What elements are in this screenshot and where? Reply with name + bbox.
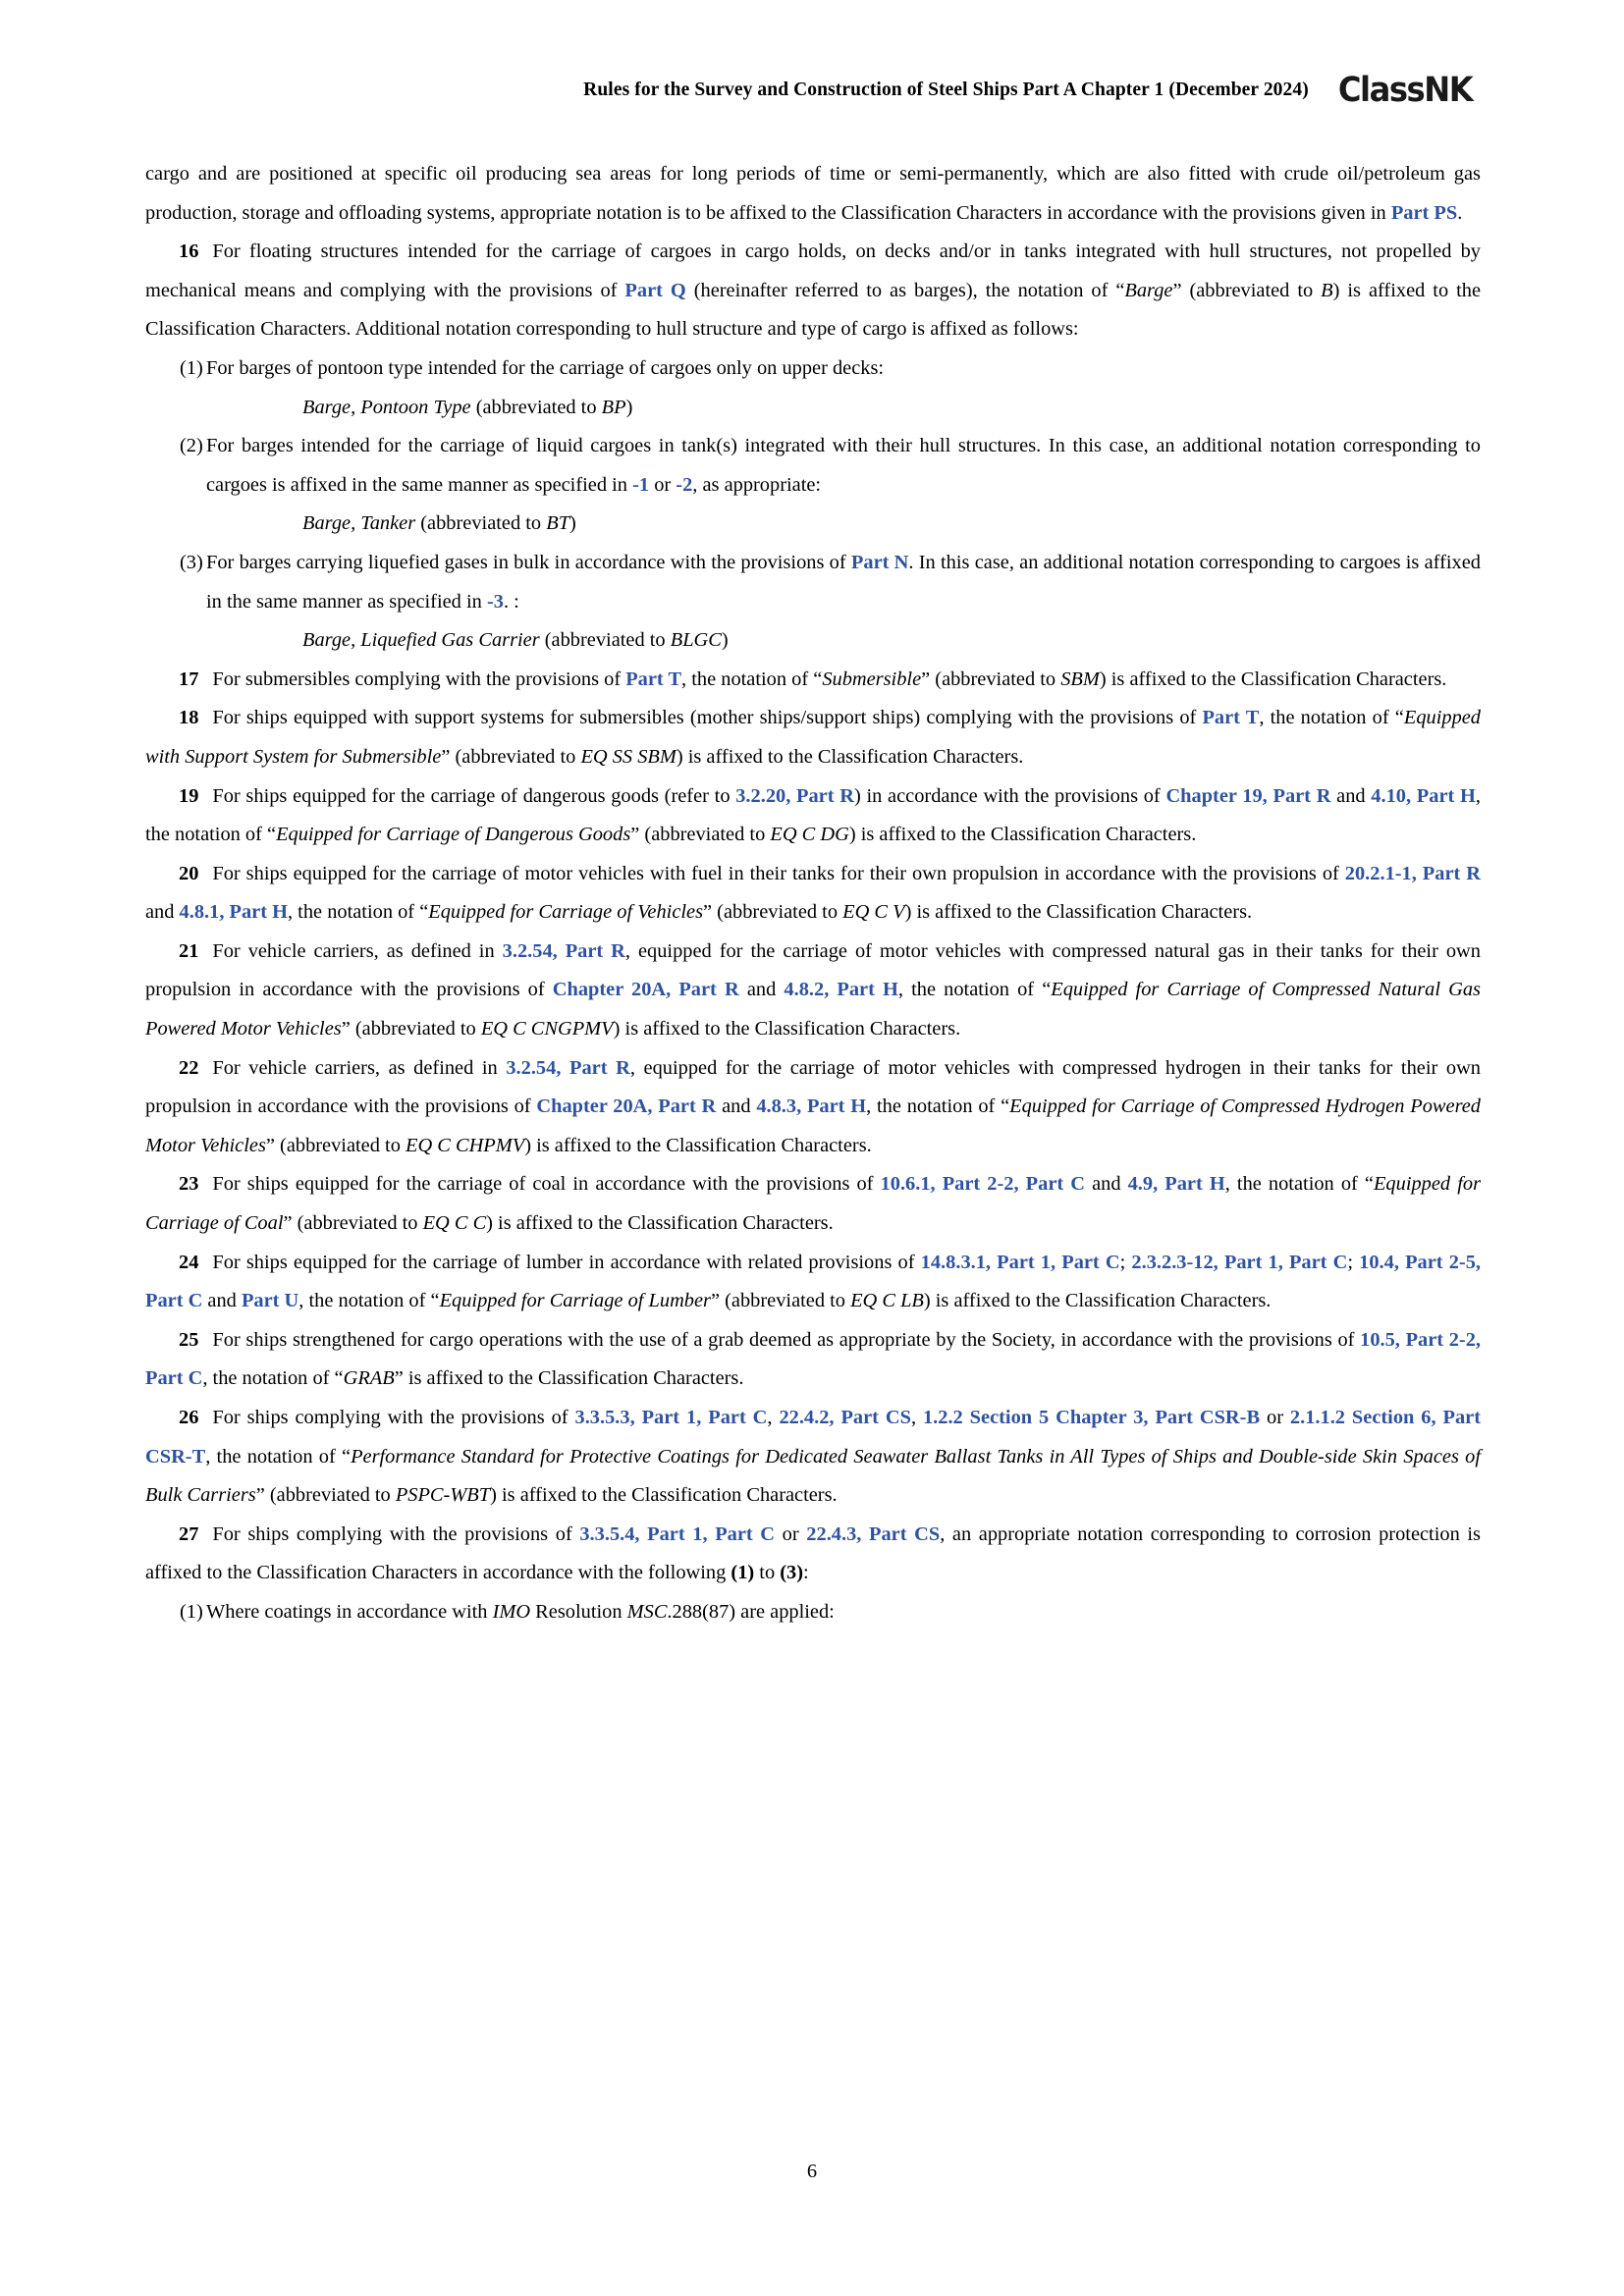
link-10-5-part-2-2-part-c[interactable]: 10.5, Part 2-2, Part C [145,1328,1482,1390]
link-3-2-20-part-r[interactable]: 3.2.20, Part R [735,784,854,807]
link-chapter-20a-part-r[interactable]: Chapter 20A, Part R [536,1095,717,1118]
paragraph-intro [145,155,1481,233]
abbreviation: SBM [1060,667,1100,690]
paragraph-number: 19 [179,784,199,807]
link-22-4-2-part-cs[interactable]: 22.4.2, Part CS [779,1407,911,1428]
page-footer [0,2161,1624,2183]
notation-line-blgc [145,621,1481,661]
link-3-3-5-3-part-1-part-c[interactable]: 3.3.5.3, Part 1, Part C [574,1407,768,1428]
link-2-3-2-3-12-part-1-part-c[interactable]: 2.3.2.3-12, Part 1, Part C [1131,1251,1348,1273]
text: : [803,1562,809,1584]
paragraph-22 [145,1049,1481,1166]
link-4-10-part-h[interactable]: 4.10, Part H [1371,784,1476,807]
paragraph-24 [145,1244,1481,1321]
list-marker: (3) [180,551,203,573]
text: . [1457,201,1463,224]
notation-line-bt [145,505,1481,544]
text: , equipped for the carriage of motor vehicles with compressed natural gas in their tanks for their own propulsion in accordance with the provisions of [145,939,1481,1001]
link-part-u[interactable]: Part U [241,1290,299,1312]
text: (hereinafter referred to as barges), the notation of “ [685,279,1125,301]
paragraph-number: 17 [179,667,199,690]
text: For barges carrying liquefied gases in bulk in accordance with the provisions of [206,551,851,573]
text: Where coatings in accordance with [206,1600,493,1623]
text: (abbreviated to [415,512,547,535]
text: For ships complying with the provisions of [212,1522,580,1545]
text: ) is affixed to the Classification Characters. [486,1212,834,1235]
text: or [649,473,677,496]
text: , the notation of “ [145,784,1481,846]
text: ” (abbreviated to [283,1212,423,1235]
paragraph-25 [145,1321,1481,1399]
paragraph-number: 24 [179,1251,199,1273]
text: ) is affixed to the Classification Characters. Additional notation corresponding to hull structure and type of cargo is affixed as follows: [145,279,1482,341]
text: ) is affixed to the Classification Characters. [490,1484,838,1507]
notation-term: Equipped for Carriage of Compressed Hydrogen Powered Motor Vehicles [145,1095,1481,1156]
list-item [145,349,1481,389]
link-4-8-3-part-h[interactable]: 4.8.3, Part H [756,1095,867,1118]
text: , the notation of “ [681,667,823,690]
text: For ships equipped for the carriage of motor vehicles with fuel in their tanks for their own propulsion in accordance with the provisions of [212,862,1345,884]
text: For ships complying with the provisions of [212,1407,575,1428]
list-item-text [206,544,1481,621]
list-item [145,427,1481,505]
paragraph-17 [145,661,1481,700]
text: or [1260,1407,1290,1428]
notation-term: Equipped for Carriage of Compressed Natural Gas Powered Motor Vehicles [145,979,1481,1041]
text: , the notation of “ [202,1367,344,1390]
notation-line-bp [145,389,1481,428]
text: ; [1347,1251,1360,1273]
text: , the notation of “ [866,1095,1010,1118]
text: ” (abbreviated to [1172,279,1322,301]
notation-term: Barge, Pontoon Type [302,396,471,418]
text: . In this case, an additional notation corresponding to cargoes is affixed in the same manner as specified in [206,551,1482,613]
notation-term: Performance Standard for Protective Coatings for Dedicated Seawater Ballast Tanks in All Types of Ships and Double-side Skin Spaces of Bulk Carriers [145,1445,1482,1507]
classnk-logo: ClassNK [1337,70,1472,110]
link-1-2-2-section-5-chapter-3-part-csr-b[interactable]: 1.2.2 Section 5 Chapter 3, Part CSR-B [922,1407,1261,1428]
text: , the notation of “ [298,1290,440,1312]
abbreviation: EQ C V [842,901,905,924]
text: For vehicle carriers, as defined in [212,939,503,962]
abbreviation: BT [546,512,570,535]
text: ) is affixed to the Classification Characters. [923,1290,1272,1312]
text: For submersibles complying with the provisions of [212,667,626,690]
paragraph-number: 25 [179,1328,199,1351]
paragraph-number: 16 [179,240,199,263]
list-item [145,1593,1481,1632]
text: (abbreviated to [539,629,671,652]
abbreviation: EQ C CNGPMV [480,1018,614,1041]
text: , equipped for the carriage of motor vehicles with compressed hydrogen in their tanks for their own propulsion in accordance with the provisions of [145,1056,1481,1118]
text: ) is affixed to the Classification Characters. [904,901,1253,924]
abbreviation: PSPC-WBT [395,1484,491,1507]
link-3-3-5-4-part-1-part-c[interactable]: 3.3.5.4, Part 1, Part C [579,1522,776,1545]
paragraph-number: 22 [179,1056,199,1079]
text: ; [1119,1251,1132,1273]
text: For floating structures intended for the carriage of cargoes in cargo holds, on decks and/or in tanks integrated with hull structures, not propelled by mechanical means and complying with the provisions of [145,240,1481,301]
page-header [152,71,1472,110]
text: , the notation of “ [287,901,429,924]
notation-term: Equipped with Support System for Submersible [145,707,1482,768]
text: to [754,1562,781,1584]
paragraph-27 [145,1516,1481,1593]
link-part-ps[interactable]: Part PS [1390,201,1458,224]
text: and [145,901,180,924]
list-marker: (2) [180,435,203,457]
text: For ships equipped with support systems for submersibles (mother ships/support ships) complying with the provisions of [212,707,1203,729]
text: and [1330,784,1372,807]
text: ” (abbreviated to [630,824,771,846]
text: ) in accordance with the provisions of [853,784,1166,807]
abbreviation: BLGC [670,629,722,652]
text: Resolution [530,1600,627,1623]
text: . : [503,590,519,613]
link-4-8-1-part-h[interactable]: 4.8.1, Part H [179,901,288,924]
abbreviation: EQ C CHPMV [406,1134,525,1156]
text: ” (abbreviated to [710,1290,851,1312]
text: , [910,1407,923,1428]
text: and [738,979,785,1001]
text: ) is affixed to the Classification Characters. [613,1018,961,1041]
link-part-t[interactable]: Part T [625,667,682,690]
text: For ships equipped for the carriage of lumber in accordance with related provisions of [212,1251,921,1273]
text: For ships equipped for the carriage of coal in accordance with the provisions of [212,1173,881,1196]
text: ” (abbreviated to [441,745,581,768]
notation-term: Barge [1124,279,1173,301]
text: ” (abbreviated to [703,901,843,924]
ref-1: (1) [731,1562,755,1584]
text: and [202,1290,242,1312]
link-10-4-part-2-5-part-c[interactable]: 10.4, Part 2-5, Part C [145,1251,1481,1312]
text: ” (abbreviated to [341,1018,481,1041]
page-number: 6 [806,2161,818,2182]
link-22-4-3-part-cs[interactable]: 22.4.3, Part CS [806,1522,941,1545]
abbreviation: EQ C C [422,1212,487,1235]
paragraph-23 [145,1165,1481,1243]
paragraph-19 [145,777,1481,855]
msc-label: MSC [626,1600,668,1623]
text: .288(87) are applied: [667,1600,835,1623]
list-item-text [206,1593,1481,1632]
text: , the notation of “ [205,1445,352,1468]
paragraph-number: 27 [179,1522,199,1545]
abbreviation: EQ SS SBM [580,745,677,768]
abbreviation: EQ C LB [850,1290,924,1312]
text: For barges intended for the carriage of liquid cargoes in tank(s) integrated with their hull structures. In this case, an additional notation corresponding to cargoes is affixed in the same manner as specified in [206,435,1481,496]
document-body [145,155,1481,1632]
list-marker: (1) [180,356,203,379]
link-ref-1[interactable]: -1 [632,473,650,496]
text: For barges of pontoon type intended for the carriage of cargoes only on upper decks: [206,356,885,379]
notation-term: Barge, Liquefied Gas Carrier [302,629,540,652]
paragraph-number: 18 [179,707,199,729]
paragraph-18 [145,699,1481,776]
ref-3: (3) [780,1562,804,1584]
link-ref-2[interactable]: -2 [676,473,693,496]
text: For ships strengthened for cargo operations with the use of a grab deemed as appropriate by the Society, in accordance with the provisions of [212,1328,1361,1351]
imo-label: IMO [492,1600,531,1623]
abbreviation: BP [601,396,626,418]
link-part-q[interactable]: Part Q [624,279,686,301]
list-item-text [206,349,1481,389]
paragraph-16 [145,233,1481,349]
text: , as appropriate: [692,473,822,496]
paragraph-number: 26 [179,1407,199,1428]
link-part-t[interactable]: Part T [1202,707,1260,729]
text: and [1084,1173,1128,1196]
paragraph-number: 23 [179,1173,199,1196]
text: , an appropriate notation corresponding to corrosion protection is affixed to the Classification Characters in accordance with the following [145,1522,1481,1584]
link-20-2-1-1-part-r[interactable]: 20.2.1-1, Part R [1344,862,1481,884]
text: ” (abbreviated to [921,667,1061,690]
text: , the notation of “ [1259,707,1404,729]
abbreviation: EQ C DG [770,824,849,846]
list-marker: (1) [180,1600,203,1623]
text: ” (abbreviated to [255,1484,396,1507]
link-chapter-20a-part-r[interactable]: Chapter 20A, Part R [552,979,739,1001]
link-14-8-3-1-part-1-part-c[interactable]: 14.8.3.1, Part 1, Part C [920,1251,1120,1273]
text: and [716,1095,757,1118]
notation-term: GRAB [343,1367,395,1390]
notation-term: Barge, Tanker [302,512,416,535]
paragraph-26 [145,1399,1481,1516]
text: , the notation of “ [1224,1173,1374,1196]
text: For ships equipped for the carriage of dangerous goods (refer to [212,784,736,807]
link-3-2-54-part-r[interactable]: 3.2.54, Part R [506,1056,630,1079]
notation-term: Equipped for Carriage of Coal [145,1173,1482,1235]
text: ) is affixed to the Classification Characters. [676,745,1024,768]
link-10-6-1-part-2-2-part-c[interactable]: 10.6.1, Part 2-2, Part C [880,1173,1085,1196]
notation-term: Submersible [822,667,922,690]
notation-term: Equipped for Carriage of Dangerous Goods [276,824,631,846]
text: , [767,1407,780,1428]
text: cargo and are positioned at specific oil producing sea areas for long periods of time or semi-permanently, which are also fitted with crude oil/petroleum gas production, storage and offloading systems, appropriate notation is to be affixed to the Classification Characters in accordance with the provisions given in [145,163,1481,224]
list-item-text [206,427,1481,505]
paragraph-number: 21 [179,939,199,962]
text: or [775,1522,807,1545]
link-ref-3[interactable]: -3 [486,590,504,613]
text: ) is affixed to the Classification Characters. [1099,667,1447,690]
paragraph-20 [145,855,1481,933]
notation-term: Equipped for Carriage of Lumber [439,1290,711,1312]
text: ) [721,629,729,652]
text: ) is affixed to the Classification Characters. [848,824,1197,846]
notation-term: Equipped for Carriage of Vehicles [428,901,704,924]
text: ) is affixed to the Classification Characters. [524,1134,872,1156]
link-4-9-part-h[interactable]: 4.9, Part H [1127,1173,1225,1196]
text: For vehicle carriers, as defined in [212,1056,507,1079]
link-part-n[interactable]: Part N [850,551,909,573]
link-chapter-19-part-r[interactable]: Chapter 19, Part R [1165,784,1331,807]
paragraph-number: 20 [179,862,199,884]
link-2-1-1-2-section-6-part-csr-t[interactable]: 2.1.1.2 Section 6, Part CSR-T [145,1407,1482,1468]
text: ” (abbreviated to [265,1134,406,1156]
list-item [145,544,1481,621]
paragraph-21 [145,933,1481,1049]
link-3-2-54-part-r[interactable]: 3.2.54, Part R [502,939,625,962]
text: ) [569,512,576,535]
text: , the notation of “ [897,979,1052,1001]
header-title: Rules for the Survey and Construction of Steel Ships Part A Chapter 1 (December 2024) [583,80,1309,101]
abbreviation: B [1321,279,1333,301]
text: ” is affixed to the Classification Characters. [394,1367,744,1390]
link-4-8-2-part-h[interactable]: 4.8.2, Part H [784,979,898,1001]
text: ) [625,396,633,418]
text: (abbreviated to [470,396,602,418]
